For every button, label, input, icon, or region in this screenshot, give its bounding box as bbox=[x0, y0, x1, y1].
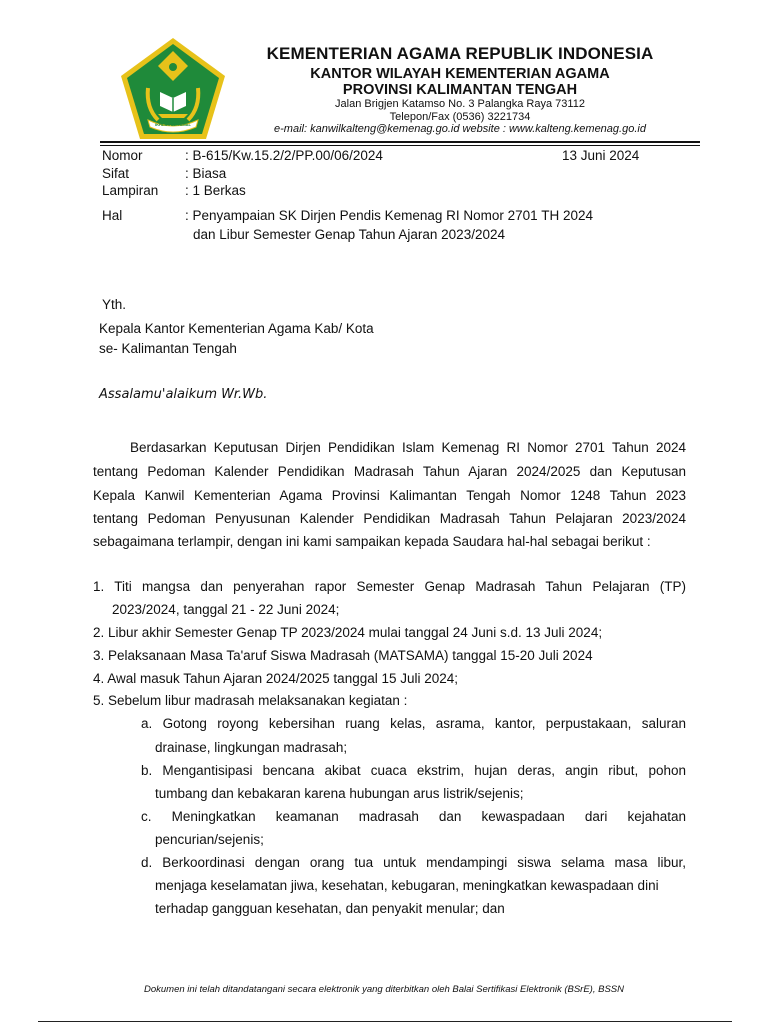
intro-line: tentang Pedoman Kalender Pendidikan Madrasah Tahun Ajaran 2024/2025 dan Keputusan bbox=[93, 464, 686, 479]
sub-item-cont: pencurian/sejenis; bbox=[155, 832, 264, 847]
e-signature-note: Dokumen ini telah ditandatangani secara elektronik yang diterbitkan oleh Balai Sertifikasi Elektronik (BSrE), BSSN bbox=[144, 984, 624, 995]
intro-line: Berdasarkan Keputusan Dirjen Pendidikan Islam Kemenag RI Nomor 2701 Tahun 2024 bbox=[130, 440, 686, 455]
sub-item: a. Gotong royong kebersihan ruang kelas, asrama, kantor, perpustakaan, saluran bbox=[141, 716, 686, 731]
list-item: 5. Sebelum libur madrasah melaksanakan kegiatan : bbox=[93, 693, 408, 708]
intro-line: Kepala Kanwil Kementerian Agama Provinsi Kalimantan Tengah Nomor 1248 Tahun 2023 bbox=[93, 488, 686, 503]
page-bottom-rule bbox=[38, 1021, 732, 1022]
intro-line: sebagaimana terlampir, dengan ini kami sampaikan kepada Saudara hal-hal sebagai berikut : bbox=[93, 534, 651, 549]
hal-line-1: : Penyampaian SK Dirjen Pendis Kemenag RI Nomor 2701 TH 2024 bbox=[185, 208, 593, 223]
nomor-label: Nomor bbox=[102, 148, 143, 163]
kemenag-logo bbox=[118, 36, 228, 142]
province-name: PROVINSI KALIMANTAN TENGAH bbox=[342, 82, 578, 98]
recipient-line-1: Kepala Kantor Kementerian Agama Kab/ Kota bbox=[99, 321, 374, 336]
ministry-name: KEMENTERIAN AGAMA REPUBLIK INDONESIA bbox=[266, 44, 654, 63]
sifat-label: Sifat bbox=[102, 166, 130, 181]
sub-item: d. Berkoordinasi dengan orang tua untuk mendampingi siswa selama masa libur, bbox=[141, 855, 686, 870]
letterhead-rule-thick bbox=[100, 141, 700, 143]
list-item: 4. Awal masuk Tahun Ajaran 2024/2025 tanggal 15 Juli 2024; bbox=[93, 671, 459, 686]
letterhead-rule-thin bbox=[100, 145, 700, 146]
lampiran-label: Lampiran bbox=[102, 183, 159, 198]
office-address: Jalan Brigjen Katamso No. 3 Palangka Raya 73112 bbox=[335, 98, 585, 110]
sub-item-cont: tumbang dan kebakaran karena hubungan arus listrik/sejenis; bbox=[155, 786, 524, 801]
greeting: Assalamu'alaikum Wr.Wb. bbox=[99, 387, 268, 402]
office-contact: e-mail: kanwilkalteng@kemenag.go.id website : www.kalteng.kemenag.go.id bbox=[274, 123, 646, 135]
recipient-line-2: se- Kalimantan Tengah bbox=[99, 341, 237, 356]
list-item-cont: 2023/2024, tanggal 21 - 22 Juni 2024; bbox=[112, 602, 340, 617]
hal-line-2: dan Libur Semester Genap Tahun Ajaran 2023/2024 bbox=[193, 227, 505, 242]
sub-item: c. Meningkatkan keamanan madrasah dan kewaspadaan dari kejahatan bbox=[141, 809, 686, 824]
letter-date: 13 Juni 2024 bbox=[562, 148, 640, 163]
office-name: KANTOR WILAYAH KEMENTERIAN AGAMA bbox=[310, 66, 610, 82]
sub-item: b. Mengantisipasi bencana akibat cuaca ekstrim, hujan deras, angin ribut, pohon bbox=[141, 763, 686, 778]
sifat-value: : Biasa bbox=[185, 166, 227, 181]
sub-item-cont: menjaga keselamatan jiwa, kesehatan, kebugaran, meningkatkan kewaspadaan dini bbox=[155, 878, 659, 893]
hal-label: Hal bbox=[102, 208, 123, 223]
nomor-value: : B-615/Kw.15.2/2/PP.00/06/2024 bbox=[185, 148, 383, 163]
sub-item-cont: terhadap gangguan kesehatan, dan penyakit menular; dan bbox=[155, 901, 505, 916]
list-item: 1. Titi mangsa dan penyerahan rapor Semester Genap Madrasah Tahun Pelajaran (TP) bbox=[93, 579, 686, 594]
yth-label: Yth. bbox=[102, 297, 127, 312]
office-phone: Telepon/Fax (0536) 3221734 bbox=[389, 111, 531, 123]
lampiran-value: : 1 Berkas bbox=[185, 183, 246, 198]
list-item: 2. Libur akhir Semester Genap TP 2023/2024 mulai tanggal 24 Juni s.d. 13 Juli 2024; bbox=[93, 625, 603, 640]
logo-motto: IKHLAS BERAMAL bbox=[155, 122, 191, 127]
intro-line: tentang Pedoman Penyusunan Kalender Pendidikan Madrasah Tahun Pelajaran 2023/2024 bbox=[93, 511, 686, 526]
sub-item-cont: drainase, lingkungan madrasah; bbox=[155, 740, 348, 755]
list-item: 3. Pelaksanaan Masa Ta'aruf Siswa Madrasah (MATSAMA) tanggal 15-20 Juli 2024 bbox=[93, 648, 593, 663]
